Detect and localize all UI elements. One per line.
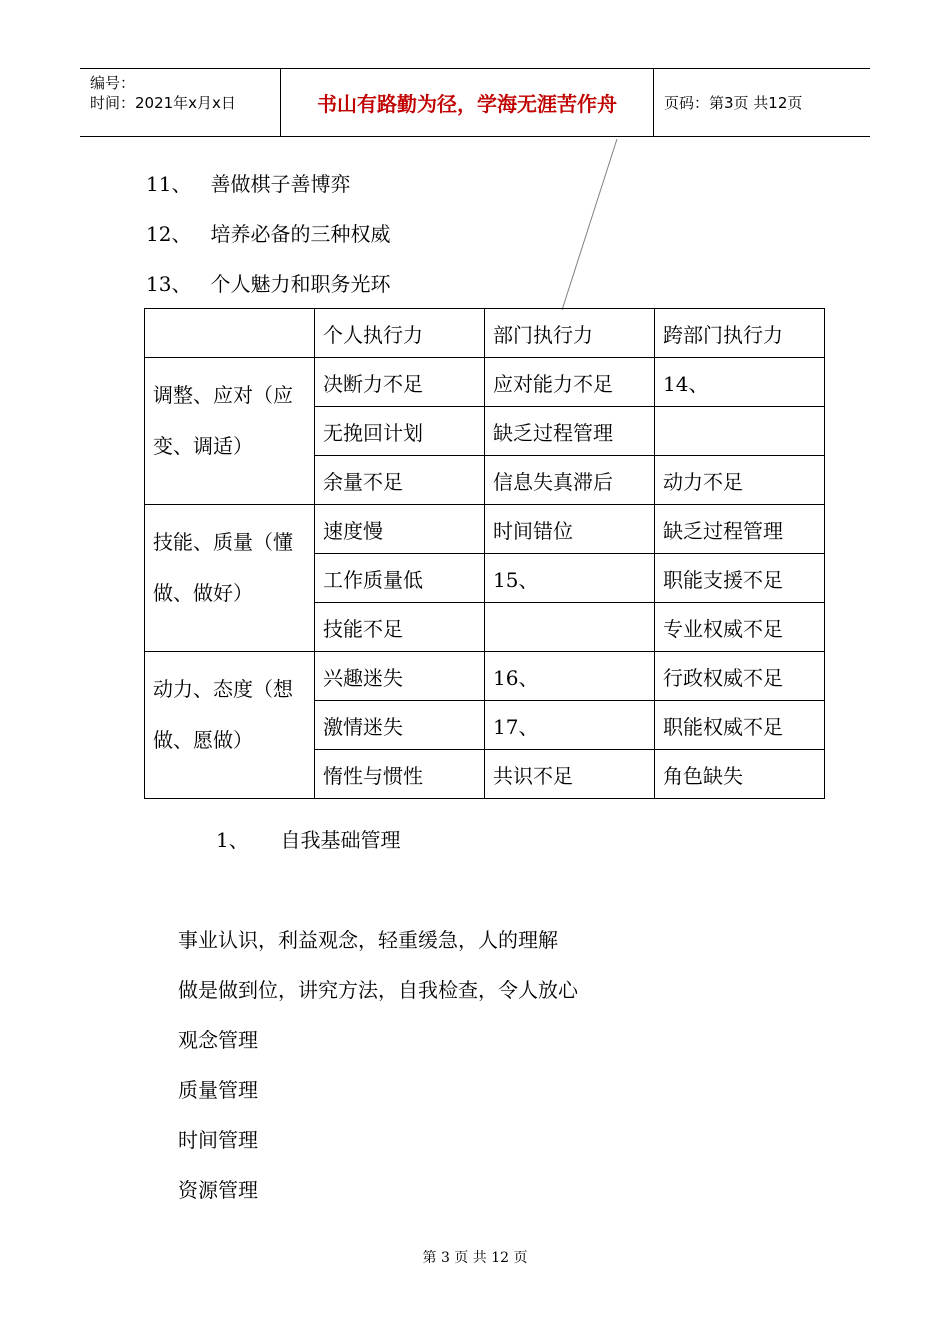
header-motto-cell	[281, 69, 654, 136]
body-line: 做是做到位，讲究方法，自我检查，令人放心	[178, 978, 578, 1002]
item-text: 个人魅力和职务光环	[210, 272, 391, 296]
table-cell: 余量不足	[315, 456, 485, 505]
table-cell: 无挽回计划	[315, 407, 485, 456]
table-cell: 惰性与惯性	[315, 750, 485, 799]
table-cell: 动力不足	[655, 456, 825, 505]
number-label: 编号：	[90, 74, 136, 92]
table-cell: 共识不足	[485, 750, 655, 799]
table-cell: 兴趣迷失	[315, 652, 485, 701]
table-cell: 缺乏过程管理	[655, 505, 825, 554]
table-cell: 17、	[485, 701, 655, 750]
table-cell	[485, 603, 655, 652]
header-cell: 部门执行力	[485, 309, 655, 358]
table-cell: 技能不足	[315, 603, 485, 652]
table-cell: 16、	[485, 652, 655, 701]
table-cell: 速度慢	[315, 505, 485, 554]
motto: 书山有路勤为径，学海无涯苦作舟	[317, 92, 617, 116]
body-line: 时间管理	[178, 1128, 258, 1152]
table-cell: 激情迷失	[315, 701, 485, 750]
table-cell: 时间错位	[485, 505, 655, 554]
table-row	[145, 358, 825, 407]
section-number: 1、	[216, 828, 249, 852]
execution-table	[144, 308, 825, 799]
table-cell: 14、	[655, 358, 825, 407]
table-cell: 职能权威不足	[655, 701, 825, 750]
table-cell: 专业权威不足	[655, 603, 825, 652]
body-line: 观念管理	[178, 1028, 258, 1052]
header-cell: 跨部门执行力	[655, 309, 825, 358]
table-cell: 工作质量低	[315, 554, 485, 603]
header-page-cell	[654, 69, 870, 136]
table-header-row	[145, 309, 825, 358]
table-cell: 应对能力不足	[485, 358, 655, 407]
item-number: 13、	[146, 272, 192, 296]
group-label: 调整、应对（应变、调适）	[145, 358, 315, 505]
item-text: 培养必备的三种权威	[210, 222, 391, 246]
table-row	[145, 652, 825, 701]
time-label: 时间：2021年x月x日	[90, 94, 236, 112]
table-row	[145, 505, 825, 554]
table-cell: 决断力不足	[315, 358, 485, 407]
list-item-11	[146, 172, 351, 196]
leader-line-stroke	[562, 139, 617, 310]
body-line: 事业认识，利益观念，轻重缓急，人的理解	[178, 928, 558, 952]
header-info-cell	[80, 69, 281, 136]
page-footer: 第 3 页 共 12 页	[422, 1250, 528, 1266]
table-cell: 职能支援不足	[655, 554, 825, 603]
header-cell: 个人执行力	[315, 309, 485, 358]
table-cell: 行政权威不足	[655, 652, 825, 701]
section-heading	[216, 828, 401, 852]
item-number: 11、	[146, 172, 192, 196]
page-header	[80, 68, 870, 137]
group-label: 技能、质量（懂做、做好）	[145, 505, 315, 652]
table-cell: 角色缺失	[655, 750, 825, 799]
table-cell: 缺乏过程管理	[485, 407, 655, 456]
section-title: 自我基础管理	[280, 828, 401, 852]
body-line: 质量管理	[178, 1078, 258, 1102]
item-text: 善做棋子善博弈	[210, 172, 351, 196]
page-info: 页码：第3页 共12页	[664, 94, 803, 112]
list-item-12	[146, 222, 391, 246]
group-label: 动力、态度（想做、愿做）	[145, 652, 315, 799]
table-cell: 信息失真滞后	[485, 456, 655, 505]
list-item-13	[146, 272, 391, 296]
item-number: 12、	[146, 222, 192, 246]
header-cell	[145, 309, 315, 358]
body-line: 资源管理	[178, 1178, 258, 1202]
table-cell: 15、	[485, 554, 655, 603]
table-cell	[655, 407, 825, 456]
